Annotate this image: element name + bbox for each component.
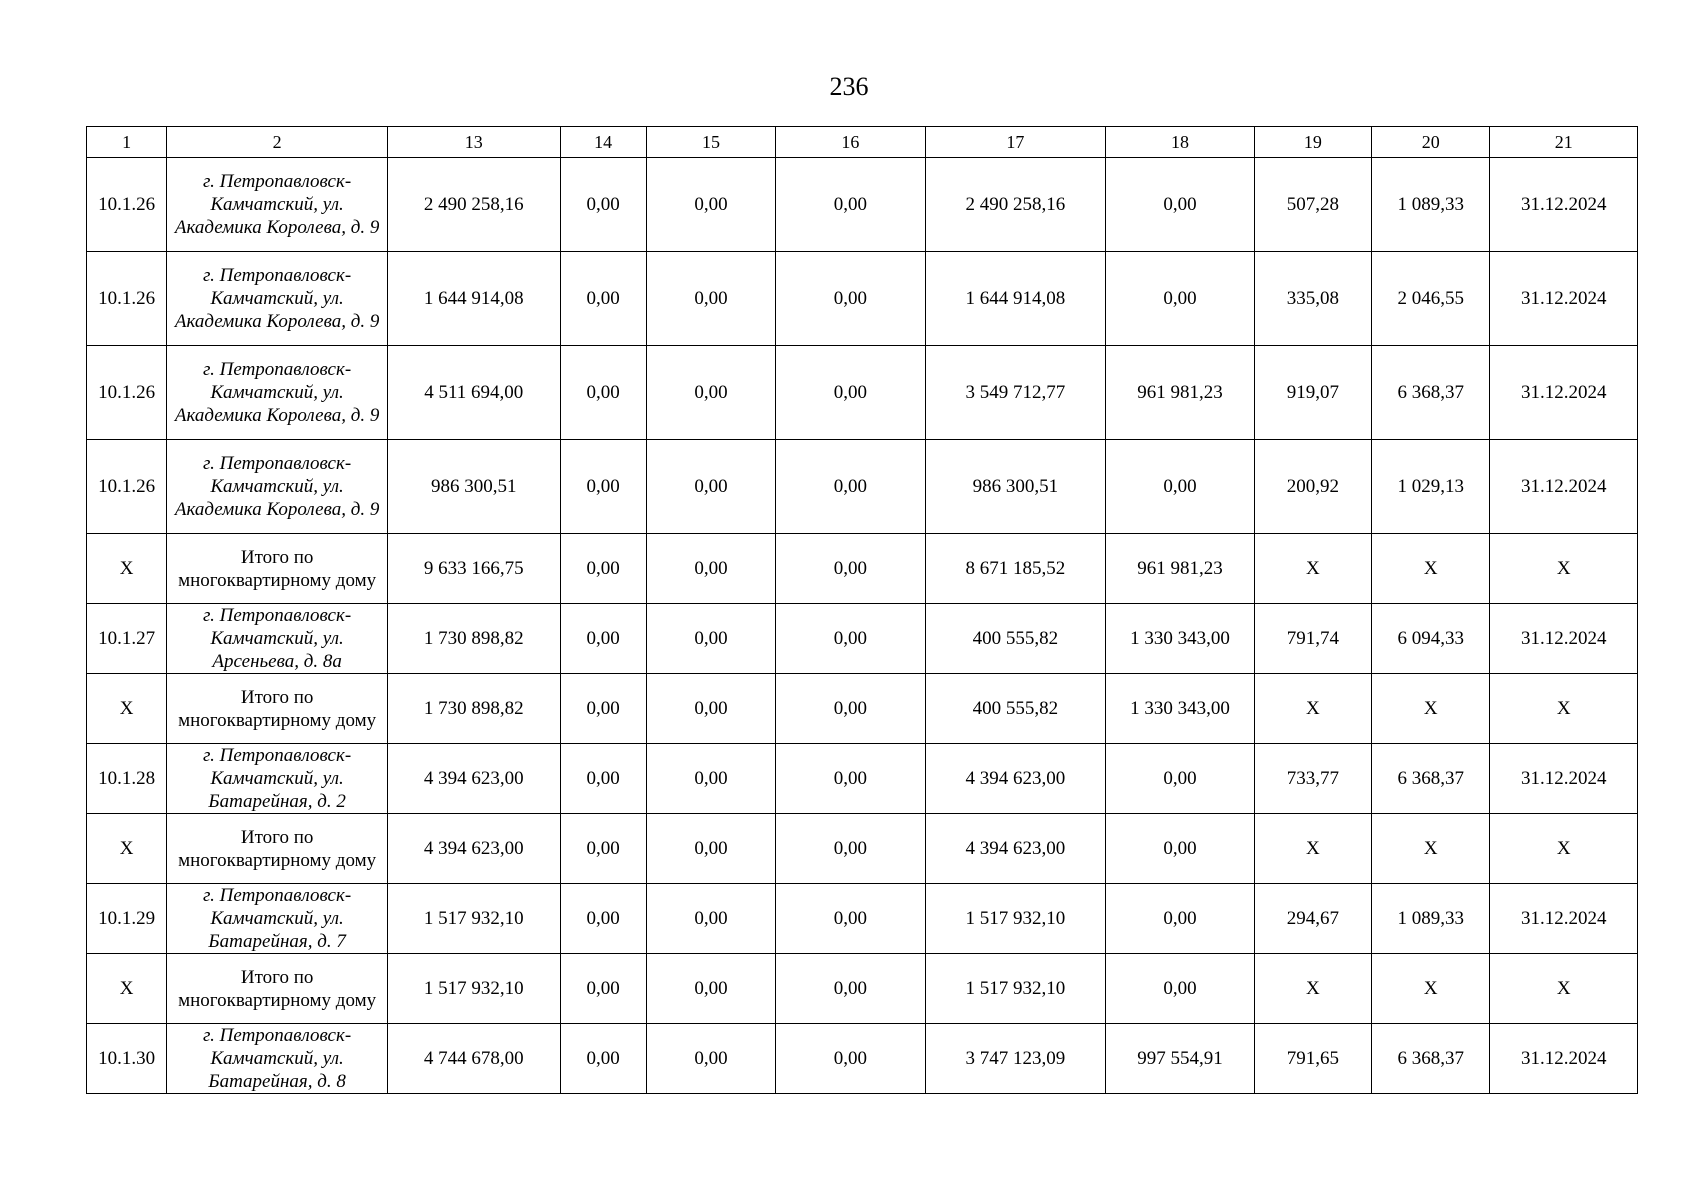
cell-c13: 4 394 623,00 — [387, 814, 560, 884]
cell-c20: 6 368,37 — [1372, 1024, 1490, 1094]
cell-c19: 791,74 — [1254, 604, 1371, 674]
column-header: 19 — [1254, 127, 1371, 158]
cell-c14: 0,00 — [560, 158, 646, 252]
cell-c17: 400 555,82 — [925, 604, 1106, 674]
cell-c13: 4 511 694,00 — [387, 346, 560, 440]
cell-c21: X — [1490, 814, 1638, 884]
cell-c19: X — [1254, 674, 1371, 744]
cell-c16: 0,00 — [776, 814, 925, 884]
cell-c18: 0,00 — [1106, 158, 1254, 252]
cell-c15: 0,00 — [646, 1024, 775, 1094]
cell-c21: 31.12.2024 — [1490, 440, 1638, 534]
cell-c16: 0,00 — [776, 534, 925, 604]
cell-address: г. Петропавловск-Камчатский, ул. Академика Королева, д. 9 — [167, 158, 388, 252]
cell-c15: 0,00 — [646, 158, 775, 252]
cell-c20: 2 046,55 — [1372, 252, 1490, 346]
cell-number: X — [87, 534, 167, 604]
cell-address: г. Петропавловск-Камчатский, ул. Академика Королева, д. 9 — [167, 252, 388, 346]
cell-c21: 31.12.2024 — [1490, 604, 1638, 674]
cell-c16: 0,00 — [776, 440, 925, 534]
cell-c15: 0,00 — [646, 954, 775, 1024]
cell-c19: 791,65 — [1254, 1024, 1371, 1094]
cell-c18: 0,00 — [1106, 814, 1254, 884]
cell-c17: 1 517 932,10 — [925, 954, 1106, 1024]
cell-number: 10.1.30 — [87, 1024, 167, 1094]
cell-c18: 997 554,91 — [1106, 1024, 1254, 1094]
cell-c17: 986 300,51 — [925, 440, 1106, 534]
table-row — [87, 604, 1638, 674]
table-row-total — [87, 814, 1638, 884]
column-header: 20 — [1372, 127, 1490, 158]
cell-c21: 31.12.2024 — [1490, 884, 1638, 954]
table-body — [87, 158, 1638, 1094]
cell-c19: 294,67 — [1254, 884, 1371, 954]
cell-c18: 0,00 — [1106, 440, 1254, 534]
cell-c13: 2 490 258,16 — [387, 158, 560, 252]
cell-c16: 0,00 — [776, 1024, 925, 1094]
cell-c17: 4 394 623,00 — [925, 744, 1106, 814]
cell-c17: 2 490 258,16 — [925, 158, 1106, 252]
cell-c21: 31.12.2024 — [1490, 1024, 1638, 1094]
cell-c18: 961 981,23 — [1106, 534, 1254, 604]
cell-number: X — [87, 814, 167, 884]
cell-c15: 0,00 — [646, 814, 775, 884]
cell-c13: 1 730 898,82 — [387, 604, 560, 674]
cell-number: 10.1.26 — [87, 158, 167, 252]
cell-c14: 0,00 — [560, 346, 646, 440]
cell-c14: 0,00 — [560, 1024, 646, 1094]
cell-c14: 0,00 — [560, 674, 646, 744]
cell-c13: 4 744 678,00 — [387, 1024, 560, 1094]
cell-c13: 1 517 932,10 — [387, 954, 560, 1024]
cell-c15: 0,00 — [646, 346, 775, 440]
cell-c15: 0,00 — [646, 884, 775, 954]
cell-c20: 1 089,33 — [1372, 158, 1490, 252]
page-number-container — [0, 72, 1697, 102]
cell-c21: X — [1490, 954, 1638, 1024]
cell-c21: 31.12.2024 — [1490, 744, 1638, 814]
cell-c16: 0,00 — [776, 158, 925, 252]
cell-c13: 1 730 898,82 — [387, 674, 560, 744]
cell-total-label: Итого по многоквартирному дому — [167, 674, 388, 744]
cell-c17: 1 644 914,08 — [925, 252, 1106, 346]
cell-c21: 31.12.2024 — [1490, 158, 1638, 252]
cell-c18: 1 330 343,00 — [1106, 604, 1254, 674]
cell-number: 10.1.29 — [87, 884, 167, 954]
cell-c19: X — [1254, 954, 1371, 1024]
cell-c17: 8 671 185,52 — [925, 534, 1106, 604]
table-row-total — [87, 534, 1638, 604]
cell-c16: 0,00 — [776, 884, 925, 954]
column-header: 21 — [1490, 127, 1638, 158]
cell-c14: 0,00 — [560, 534, 646, 604]
cell-c15: 0,00 — [646, 744, 775, 814]
table-row — [87, 884, 1638, 954]
cell-c18: 0,00 — [1106, 744, 1254, 814]
cell-c14: 0,00 — [560, 884, 646, 954]
cell-number: 10.1.26 — [87, 440, 167, 534]
column-header: 17 — [925, 127, 1106, 158]
cell-total-label: Итого по многоквартирному дому — [167, 814, 388, 884]
cell-number: 10.1.27 — [87, 604, 167, 674]
cell-c20: 1 089,33 — [1372, 884, 1490, 954]
table-row — [87, 440, 1638, 534]
cell-c13: 1 517 932,10 — [387, 884, 560, 954]
cell-c19: 507,28 — [1254, 158, 1371, 252]
cell-c19: 733,77 — [1254, 744, 1371, 814]
cell-c15: 0,00 — [646, 674, 775, 744]
cell-c17: 400 555,82 — [925, 674, 1106, 744]
cell-c14: 0,00 — [560, 440, 646, 534]
cell-c14: 0,00 — [560, 744, 646, 814]
cell-number: X — [87, 674, 167, 744]
cell-c16: 0,00 — [776, 252, 925, 346]
cell-c19: 335,08 — [1254, 252, 1371, 346]
cell-c18: 0,00 — [1106, 252, 1254, 346]
cell-c19: 919,07 — [1254, 346, 1371, 440]
cell-total-label: Итого по многоквартирному дому — [167, 954, 388, 1024]
cell-c20: X — [1372, 814, 1490, 884]
cell-c19: X — [1254, 814, 1371, 884]
cell-address: г. Петропавловск-Камчатский, ул. Батарейная, д. 8 — [167, 1024, 388, 1094]
cell-c21: X — [1490, 534, 1638, 604]
cell-address: г. Петропавловск-Камчатский, ул. Батарейная, д. 2 — [167, 744, 388, 814]
page-number: 236 — [829, 72, 869, 101]
cell-c17: 3 747 123,09 — [925, 1024, 1106, 1094]
cell-c16: 0,00 — [776, 604, 925, 674]
table-row — [87, 744, 1638, 814]
column-header: 18 — [1106, 127, 1254, 158]
cell-c13: 986 300,51 — [387, 440, 560, 534]
cell-c18: 961 981,23 — [1106, 346, 1254, 440]
cell-c19: X — [1254, 534, 1371, 604]
table-row — [87, 158, 1638, 252]
cell-number: 10.1.26 — [87, 252, 167, 346]
cell-c16: 0,00 — [776, 674, 925, 744]
data-table — [86, 126, 1638, 1094]
cell-c14: 0,00 — [560, 252, 646, 346]
table-row — [87, 252, 1638, 346]
cell-c15: 0,00 — [646, 252, 775, 346]
cell-address: г. Петропавловск-Камчатский, ул. Академика Королева, д. 9 — [167, 346, 388, 440]
cell-c17: 3 549 712,77 — [925, 346, 1106, 440]
column-header: 14 — [560, 127, 646, 158]
cell-number: 10.1.26 — [87, 346, 167, 440]
cell-c21: X — [1490, 674, 1638, 744]
cell-c14: 0,00 — [560, 604, 646, 674]
cell-total-label: Итого по многоквартирному дому — [167, 534, 388, 604]
cell-c21: 31.12.2024 — [1490, 346, 1638, 440]
cell-c16: 0,00 — [776, 744, 925, 814]
cell-c20: 1 029,13 — [1372, 440, 1490, 534]
cell-address: г. Петропавловск-Камчатский, ул. Арсеньева, д. 8а — [167, 604, 388, 674]
cell-c20: 6 368,37 — [1372, 346, 1490, 440]
cell-c20: 6 368,37 — [1372, 744, 1490, 814]
cell-c14: 0,00 — [560, 814, 646, 884]
cell-c15: 0,00 — [646, 534, 775, 604]
cell-c17: 1 517 932,10 — [925, 884, 1106, 954]
cell-c14: 0,00 — [560, 954, 646, 1024]
cell-c16: 0,00 — [776, 954, 925, 1024]
table-row — [87, 346, 1638, 440]
cell-address: г. Петропавловск-Камчатский, ул. Академика Королева, д. 9 — [167, 440, 388, 534]
cell-c20: X — [1372, 534, 1490, 604]
column-header: 16 — [776, 127, 925, 158]
cell-c18: 0,00 — [1106, 954, 1254, 1024]
column-header: 1 — [87, 127, 167, 158]
cell-c15: 0,00 — [646, 604, 775, 674]
cell-c15: 0,00 — [646, 440, 775, 534]
cell-c13: 9 633 166,75 — [387, 534, 560, 604]
cell-c18: 1 330 343,00 — [1106, 674, 1254, 744]
column-header: 2 — [167, 127, 388, 158]
column-header: 13 — [387, 127, 560, 158]
table-row-total — [87, 674, 1638, 744]
cell-c18: 0,00 — [1106, 884, 1254, 954]
cell-c13: 1 644 914,08 — [387, 252, 560, 346]
cell-c20: 6 094,33 — [1372, 604, 1490, 674]
column-header: 15 — [646, 127, 775, 158]
header-row — [87, 127, 1638, 158]
cell-c16: 0,00 — [776, 346, 925, 440]
cell-number: 10.1.28 — [87, 744, 167, 814]
cell-c13: 4 394 623,00 — [387, 744, 560, 814]
cell-c17: 4 394 623,00 — [925, 814, 1106, 884]
cell-c21: 31.12.2024 — [1490, 252, 1638, 346]
cell-c20: X — [1372, 674, 1490, 744]
cell-number: X — [87, 954, 167, 1024]
cell-address: г. Петропавловск-Камчатский, ул. Батарейная, д. 7 — [167, 884, 388, 954]
table-row — [87, 1024, 1638, 1094]
cell-c19: 200,92 — [1254, 440, 1371, 534]
cell-c20: X — [1372, 954, 1490, 1024]
table-row-total — [87, 954, 1638, 1024]
